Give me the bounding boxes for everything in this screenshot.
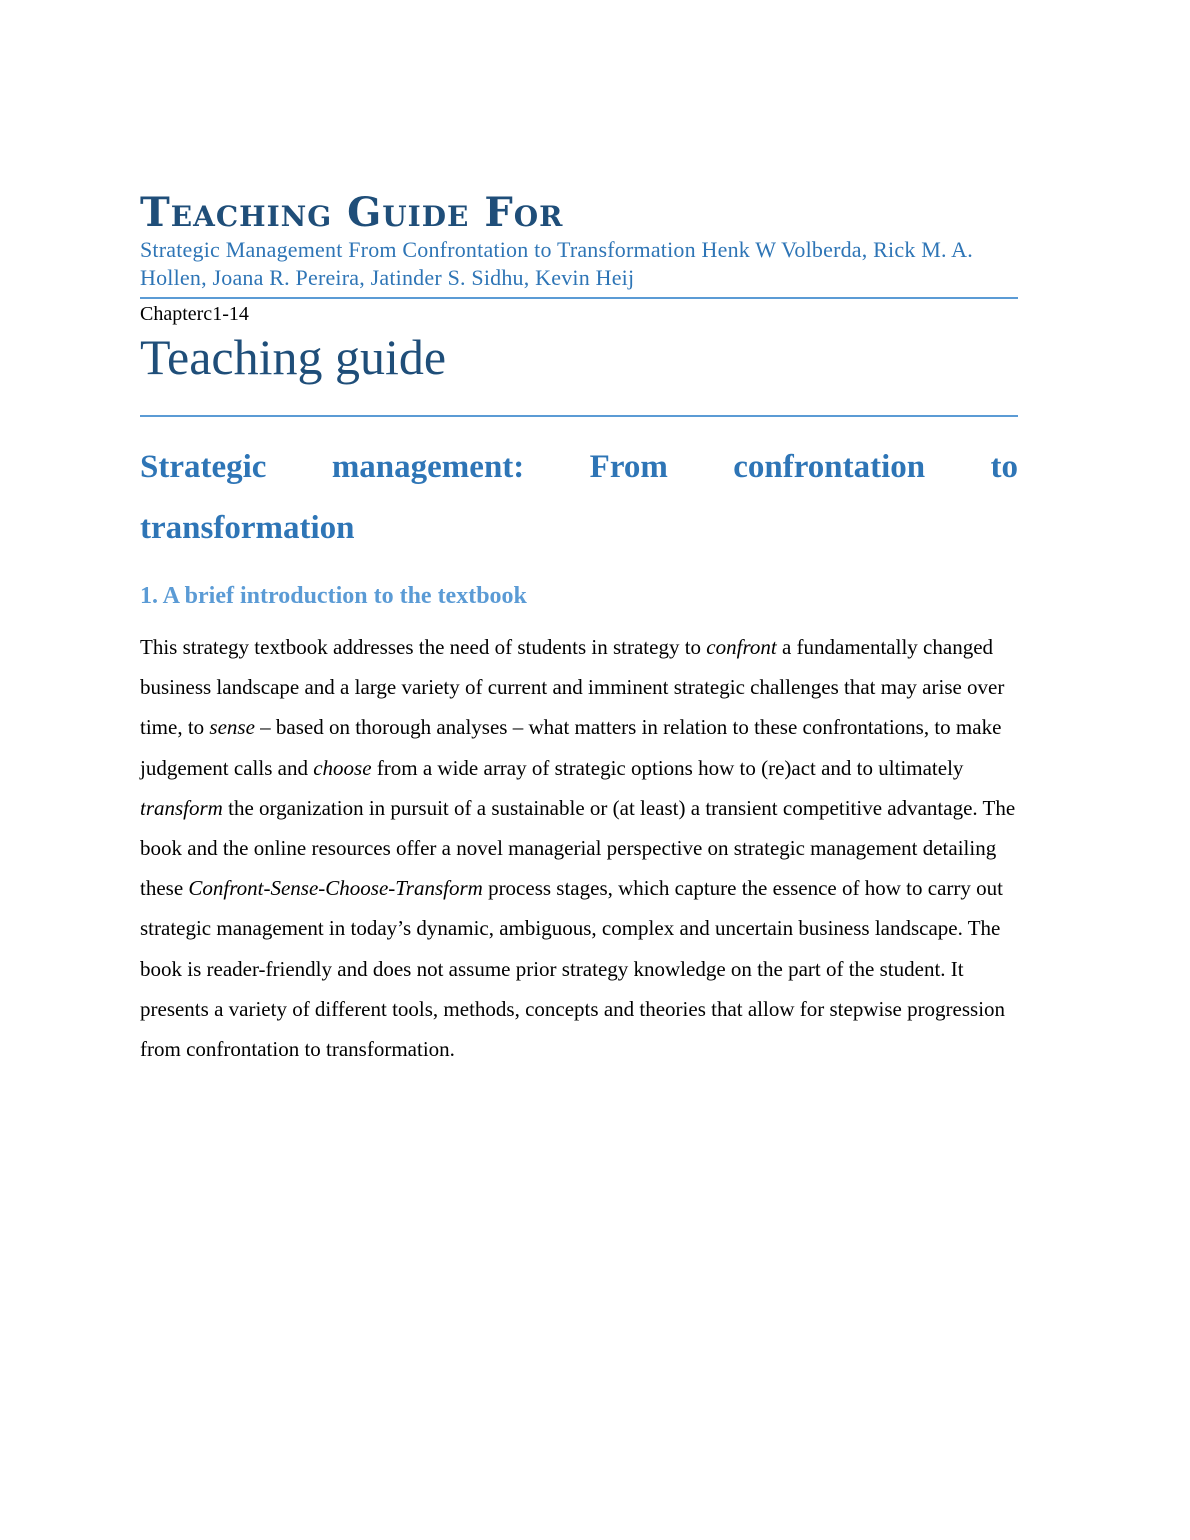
body-emphasis-transform: transform (140, 795, 223, 820)
body-paragraph (140, 627, 1018, 1069)
section-title-line-1: Strategic management: From confrontation to (140, 449, 1018, 485)
document-kicker: Teaching Guide For (140, 189, 564, 236)
body-emphasis-process: Confront-Sense-Choose-Transform (188, 876, 483, 901)
title-divider-top (140, 297, 1018, 299)
sub-heading: 1. A brief introduction to the textbook (140, 583, 527, 609)
document-page (140, 190, 1018, 1069)
body-text-3: – based on thorough analyses – what matters in relation to these confrontations, to make judgement calls and (140, 715, 1002, 780)
body-emphasis-confront: confront (706, 635, 777, 659)
document-subtitle: Strategic Management From Confrontation to Transformation Henk W Volberda, Rick M. A. Hollen, Joana R. Pereira, Jatinder S. Sidhu, Kevin Heij (140, 237, 973, 290)
body-emphasis-choose: choose (313, 755, 372, 780)
body-text-6: process stages, which capture the essence of how to carry out strategic management in today’s dynamic, ambiguous, complex and uncertain business landscape. The book is reader-friendly and does not assume prior strategy knowledge on the part of the student. It presents a variety of different tools, methods, concepts and theories that allow for stepwise progression from confrontation to transformation. (140, 876, 1006, 1062)
document-title: Teaching guide (140, 329, 447, 385)
body-text-4: from a wide array of strategic options how to (re)act and to ultimately (371, 755, 964, 780)
body-text-5: the organization in pursuit of a sustainable or (at least) a transient competitive advantage. The book and the online resources offer a novel managerial perspective on strategic management detailing these (140, 795, 1016, 901)
section-title (140, 437, 1018, 559)
body-emphasis-sense: sense (209, 715, 255, 740)
body-text-2: a fundamentally changed business landscape and a large variety of current and imminent strategic challenges that may arise over time, to (140, 635, 1005, 740)
body-text-1: This strategy textbook addresses the need of students in strategy to (140, 635, 707, 659)
section-title-line-2: transformation (140, 510, 355, 546)
title-divider-bottom (140, 415, 1018, 417)
chapter-label: Chapterc1-14 (140, 303, 249, 325)
